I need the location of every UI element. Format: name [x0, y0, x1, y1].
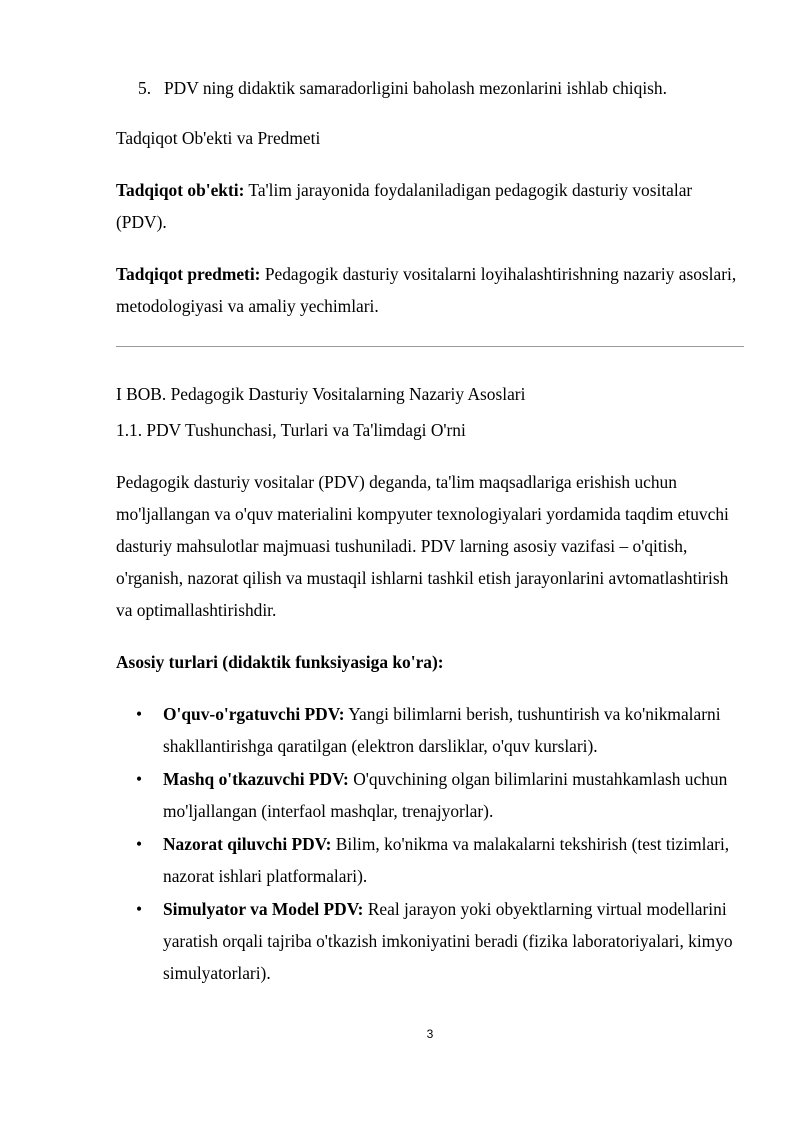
list-item: [116, 698, 756, 762]
bullet-icon: •: [136, 834, 143, 854]
list-item: [116, 893, 756, 989]
chapter-title: I BOB. Pedagogik Dasturiy Vositalarning Nazariy Asoslari: [116, 384, 526, 404]
research-subject-text: Pedagogik dasturiy vositalarni loyihalashtirishning nazariy asoslari, metodologiyasi va amaliy yechimlari.: [116, 264, 737, 316]
type-label: Nazorat qiluvchi PDV:: [163, 834, 332, 854]
type-description: Yangi bilimlarni berish, tushuntirish va ko'nikmalarni shakllantirishga qaratilgan (elektron darsliklar, o'quv kurslari).: [163, 704, 721, 756]
research-object-label: Tadqiqot ob'ekti:: [116, 180, 245, 200]
intro-paragraph: Pedagogik dasturiy vositalar (PDV) deganda, ta'lim maqsadlariga erishish uchun mo'ljallangan va o'quv materialini kompyuter texnologiyalari yordamida taqdim etuvchi dasturiy mahsulotlar majmuasi tushuniladi. PDV larning asosiy vazifasi – o'qitish, o'rganish, nazorat qilish va mustaqil ishlarni tashkil etish jarayonlarini avtomatlashtirish va optimallashtirishdir.: [116, 472, 729, 620]
type-description: Real jarayon yoki obyektlarning virtual modellarini yaratish orqali tajriba o'tkazish imkoniyatini beradi (fizika laboratoriyalari, kimyo simulyatorlari).: [163, 899, 733, 983]
research-object-text: Ta'lim jarayonida foydalaniladigan pedagogik dasturiy vositalar (PDV).: [116, 180, 693, 232]
types-heading: [116, 646, 744, 678]
type-label: O'quv-o'rgatuvchi PDV:: [163, 704, 345, 724]
numbered-list-item: [138, 72, 667, 104]
list-item: [116, 763, 756, 827]
horizontal-divider: [116, 346, 744, 347]
type-label: Simulyator va Model PDV:: [163, 899, 364, 919]
page-number: 3: [426, 1027, 434, 1041]
list-item: [116, 828, 756, 892]
type-description: Bilim, ko'nikma va malakalarni tekshirish (test tizimlari, nazorat ishlari platformalari).: [163, 834, 730, 886]
section-title: 1.1. PDV Tushunchasi, Turlari va Ta'limdagi O'rni: [116, 420, 466, 440]
research-subject-paragraph: [116, 258, 744, 322]
type-label: Mashq o'tkazuvchi PDV:: [163, 769, 349, 789]
list-number: 5.: [138, 78, 152, 98]
bullet-icon: •: [136, 704, 143, 724]
pdv-types-list: [116, 698, 756, 989]
research-object-paragraph: [116, 174, 744, 238]
bullet-icon: •: [136, 769, 143, 789]
object-subject-heading: Tadqiqot Ob'ekti va Predmeti: [116, 128, 321, 148]
type-description: O'quvchining olgan bilimlarini mustahkamlash uchun mo'ljallangan (interfaol mashqlar, trenajyorlar).: [163, 769, 728, 821]
types-heading-text: Asosiy turlari (didaktik funksiyasiga ko'ra):: [116, 652, 444, 672]
list-item-text: PDV ning didaktik samaradorligini baholash mezonlarini ishlab chiqish.: [164, 78, 667, 98]
bullet-icon: •: [136, 899, 143, 919]
research-subject-label: Tadqiqot predmeti:: [116, 264, 261, 284]
